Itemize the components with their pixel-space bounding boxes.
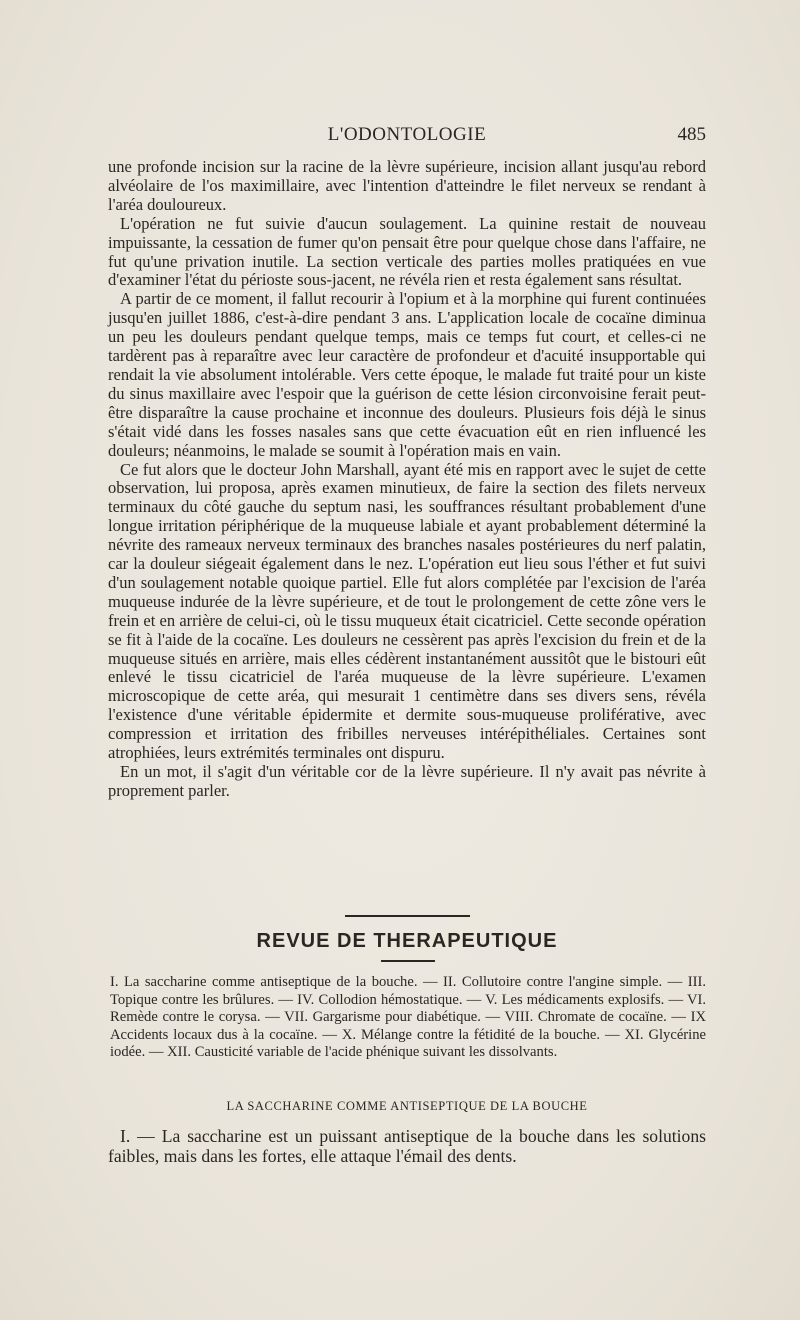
paragraph: Ce fut alors que le docteur John Marshall, ayant été mis en rapport avec le sujet de cette observation, lui proposa, après examen minutieux, de faire la section des filets nerveux terminaux du côté gauche du septum nasi, les souffrances résultant probablement d'une longue irritation périphérique de la muqueuse labiale et ayant probablement déterminé la névrite des rameaux nerveux terminaux des branches nasales postérieures du nerf palatin, car la douleur siégeait également dans le nez. L'opération eut lieu sous l'éther et fut suivi d'un soulagement notable quoique partiel. Elle fut alors complétée par l'excision de l'aréa muqueuse indurée de la lèvre supérieure, et de tout le prolongement de cette zône vers le frein et en arrière de celui-ci, où le tissu muqueux était cicatriciel. Cette seconde opération se fit à l'aide de la cocaïne. Les douleurs ne cessèrent pas après l'excision du frein et de la muqueuse situés en arrière, mais elles cédèrent instantanément aussitôt que le bistouri eût enlevé le tissu cicatriciel de l'aréa muqueuse de la lèvre supérieure. L'examen microscopique de cette aréa, qui mesurait 1 centimètre dans ses divers sens, révéla l'existence d'une véritable épidermite et dermite sous-muqueuse proliférative, avec compression et irritation des fribilles nerveuses intérépithéliales. Certaines sont atrophiées, leurs extrémités terminales ont dispuru. <box>108 459 706 763</box>
divider-rule-short <box>381 960 435 962</box>
body-text <box>108 158 706 801</box>
section-title: REVUE DE THERAPEUTIQUE <box>256 930 558 952</box>
paragraph: A partir de ce moment, il fallut recourir à l'opium et à la morphine qui furent continuées jusqu'en juillet 1886, c'est-à-dire pendant 3 ans. L'application locale de cocaïne diminua un peu les douleurs pendant quelque temps, mais ce temps fut court, et celles-ci ne tardèrent pas à reparaître avec leur caractère de profondeur et d'acuité insupportable qui rendait la vie absolument intolérable. Vers cette époque, le malade fut traité pour un kiste du sinus maxillaire avec l'espoir que la guérison de cette lésion circonvoisine ferait peut-être disparaître la cause prochaine et inconnue des douleurs. Plusieurs fois déjà le sinus s'était vidé dans les fosses nasales sans que cette évacuation eût en rien influencé les douleurs; néanmoins, le malade se soumit à l'opération mais en vain. <box>108 289 706 460</box>
page-number: 485 <box>677 124 706 145</box>
paragraph: I. — La saccharine est un puissant antiseptique de la bouche dans les solutions faibles, mais dans les fortes, elle attaque l'émail des dents. <box>108 1126 706 1166</box>
running-title: L'ODONTOLOGIE <box>327 124 487 145</box>
body-text-lower <box>108 1126 706 1166</box>
paragraph: L'opération ne fut suivie d'aucun soulagement. La quinine restait de nouveau impuissante, la cessation de fumer qu'on pensait être pour quelque chose dans l'affaire, ne fut qu'une privation inutile. La section verticale des parties molles pratiquées en vue d'examiner l'état du périoste sous-jacent, ne révéla rien et resta également sans résultat. <box>108 213 706 290</box>
page-header <box>108 124 706 148</box>
paragraph-continuation: une profonde incision sur la racine de la lèvre supérieure, incision allant jusqu'au rebord alvéolaire de l'os maximillaire, avec l'intention d'atteindre le filet nerveux se rendant à l'aréa douloureux. <box>108 157 706 214</box>
subsection-title: LA SACCHARINE COMME ANTISEPTIQUE DE LA BOUCHE <box>226 1099 588 1113</box>
section-summary: I. La saccharine comme antiseptique de la bouche. — II. Collutoire contre l'angine simple. — III. Topique contre les brûlures. — IV. Collodion hémostatique. — V. Les médicaments explosifs. — VI. Remède contre le corysa. — VII. Gargarisme pour diabétique. — VIII. Chromate de cocaïne. — IX Accidents locaux dus à la cocaïne. — X. Mélange contre la fétidité de la bouche. — XI. Glycérine iodée. — XII. Causticité variable de l'acide phénique suivant les dissolvants. <box>110 974 706 1060</box>
paragraph: En un mot, il s'agit d'un véritable cor de la lèvre supérieure. Il n'y avait pas névrite à proprement parler. <box>108 762 706 800</box>
divider-rule <box>345 915 470 917</box>
